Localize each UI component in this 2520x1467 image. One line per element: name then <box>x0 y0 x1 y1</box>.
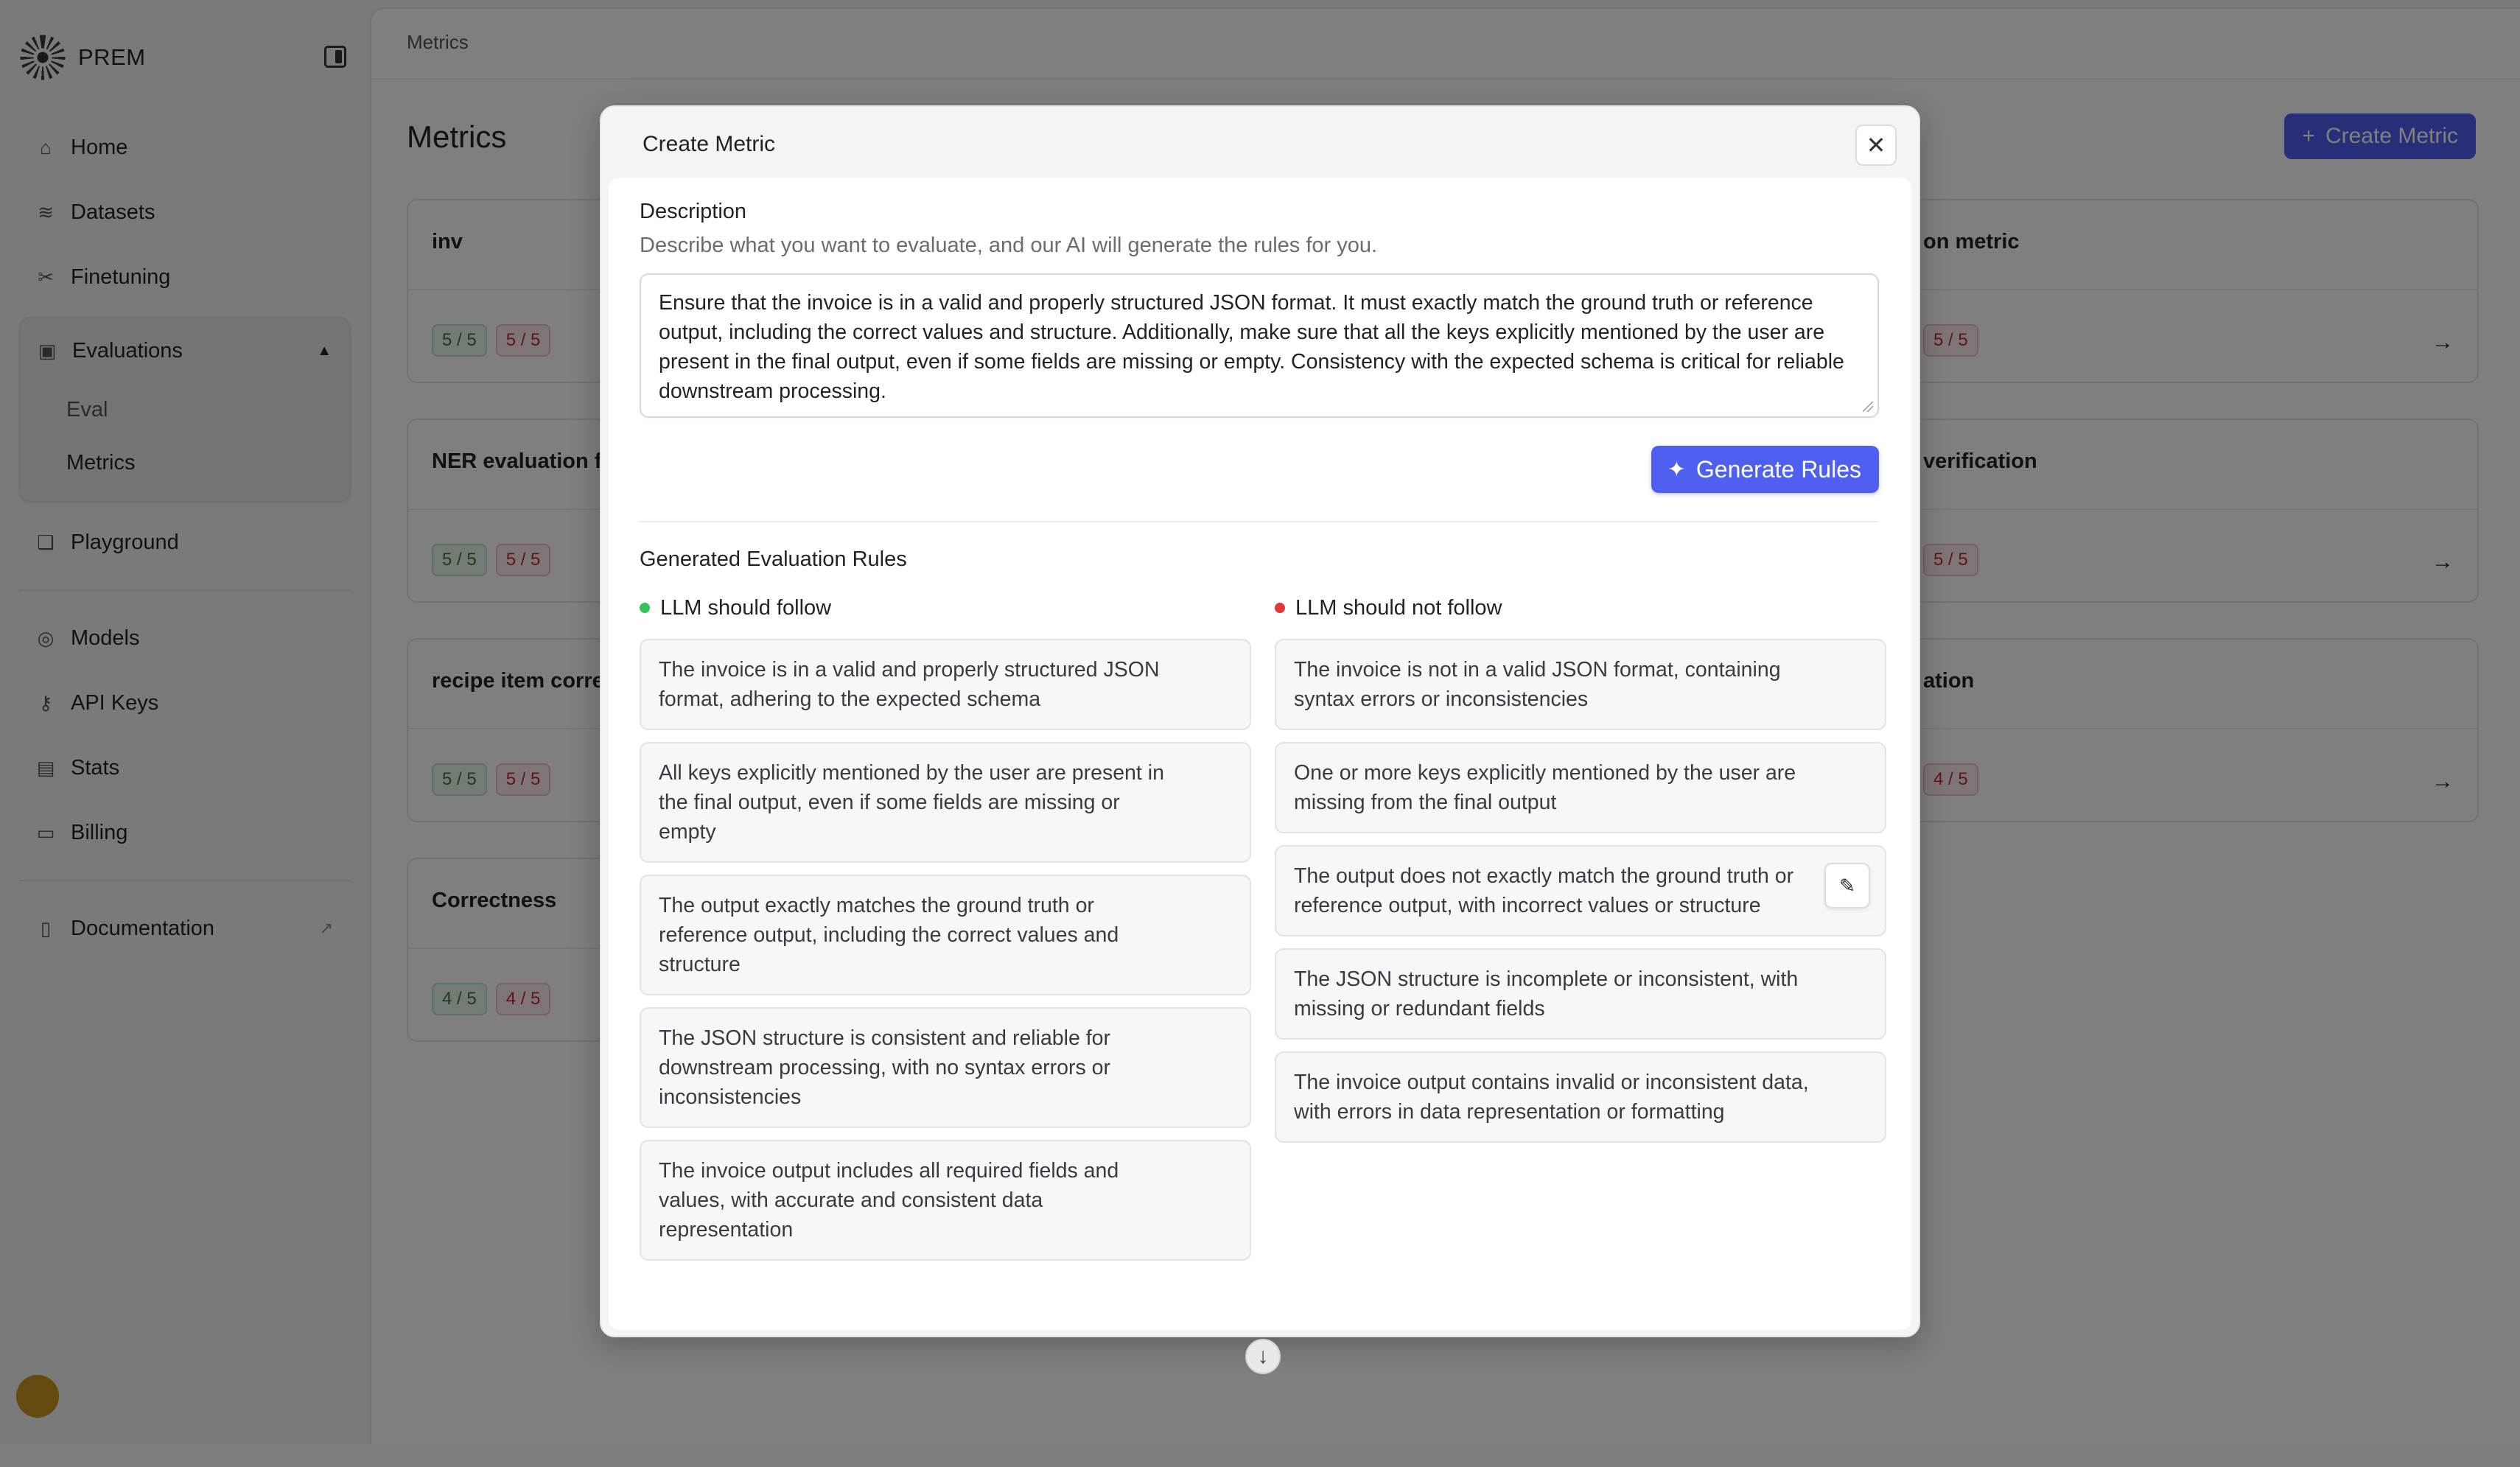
scroll-down-icon[interactable]: ↓ <box>1245 1339 1281 1374</box>
resize-handle-icon[interactable] <box>1863 402 1873 412</box>
follow-heading-label: LLM should follow <box>660 595 832 620</box>
create-metric-dialog <box>600 105 1920 1368</box>
rule-text: The invoice is not in a valid JSON format, containing syntax errors or inconsistencies <box>1294 658 1781 711</box>
rule-item[interactable] <box>1275 845 1886 936</box>
rule-item[interactable]: All keys explicitly mentioned by the user are present in the final output, even if some fields are missing or empty <box>640 742 1251 863</box>
divider <box>640 521 1879 522</box>
rule-item[interactable]: The invoice output includes all required fields and values, with accurate and consistent data representation <box>640 1140 1251 1261</box>
not-follow-heading-label: LLM should not follow <box>1295 595 1502 620</box>
rule-item[interactable]: The invoice is in a valid and properly structured JSON format, adhering to the expected schema <box>640 639 1251 730</box>
rule-text: The invoice output contains invalid or inconsistent data, with errors in data representation or formatting <box>1294 1071 1809 1124</box>
not-follow-heading <box>1275 592 1886 624</box>
rule-text: One or more keys explicitly mentioned by the user are missing from the final output <box>1294 761 1796 814</box>
not-follow-rules-column <box>1275 592 1886 1155</box>
description-value: Ensure that the invoice is in a valid and properly structured JSON format. It must exactly match the ground truth or reference output, including the correct values and structure. Additionally, make sure that all the keys explicitly mentioned by the user are present in the final output, even if some fields are missing or empty. Consistency with the expected schema is critical for reliable downstream processing. <box>659 291 1844 403</box>
rule-item[interactable] <box>1275 948 1886 1040</box>
follow-heading <box>640 592 1251 624</box>
description-label: Description <box>640 200 747 223</box>
dialog-body <box>609 178 1911 1368</box>
green-dot-icon <box>640 603 650 613</box>
close-icon[interactable]: ✕ <box>1855 125 1897 166</box>
description-help-text: Describe what you want to evaluate, and our AI will generate the rules for you. <box>640 234 1378 257</box>
rules-heading: Generated Evaluation Rules <box>640 547 907 571</box>
generate-rules-label: Generate Rules <box>1695 455 1861 483</box>
magic-wand-icon: ✦ <box>1667 457 1686 482</box>
generate-rules-button[interactable] <box>1651 446 1879 493</box>
rule-item[interactable] <box>1275 742 1886 833</box>
red-dot-icon <box>1275 603 1285 613</box>
follow-rules-column <box>640 592 1251 1467</box>
rule-item[interactable] <box>1275 1051 1886 1143</box>
rule-item[interactable]: The output exactly matches the ground truth or reference output, including the correct values and structure <box>640 875 1251 995</box>
edit-icon[interactable]: ✎ <box>1824 863 1870 908</box>
description-textarea[interactable] <box>640 273 1879 418</box>
dialog-title: Create Metric <box>643 132 776 156</box>
rule-text: The output does not exactly match the ground truth or reference output, with incorrect values or structure <box>1294 864 1794 917</box>
rule-text: The JSON structure is incomplete or inconsistent, with missing or redundant fields <box>1294 967 1799 1020</box>
rule-item[interactable] <box>1275 639 1886 730</box>
rule-item[interactable]: The JSON structure is consistent and reliable for downstream processing, with no syntax errors or inconsistencies <box>640 1007 1251 1128</box>
